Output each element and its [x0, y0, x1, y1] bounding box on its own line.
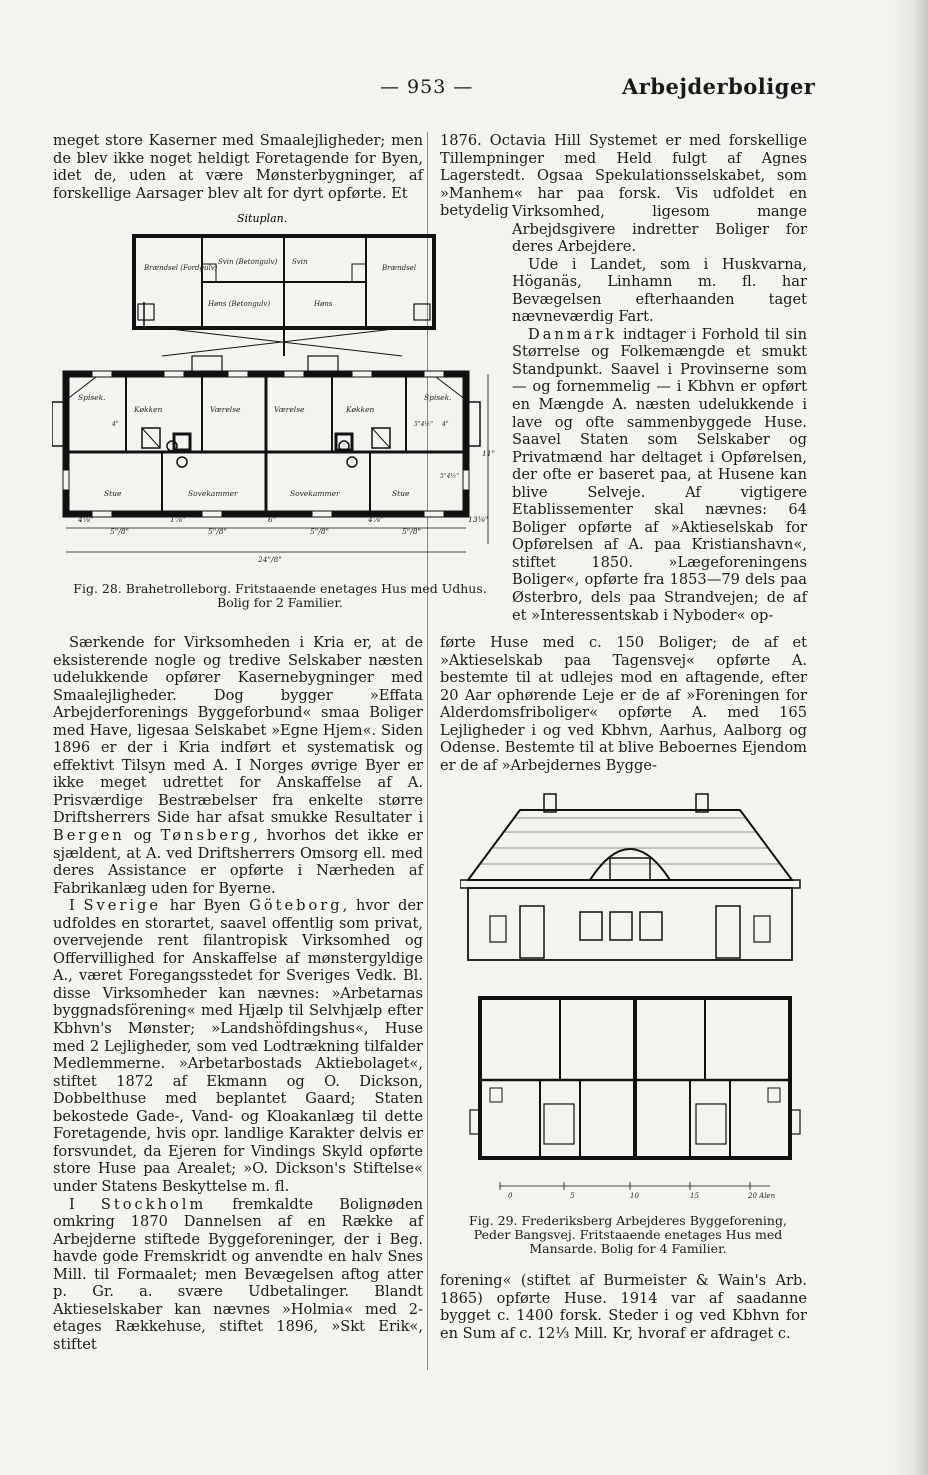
fig28-caption-line2: Bolig for 2 Familier.	[217, 595, 343, 610]
fig28-room-10: Stue	[392, 489, 410, 498]
left-bottom-text	[53, 634, 423, 1353]
fig28-dim-3: 1⅞"	[170, 515, 186, 524]
spaced-goteborg: Göteborg	[249, 897, 343, 915]
fig29-scale-bar	[500, 1182, 770, 1190]
fig29-caption	[452, 1214, 804, 1256]
fig28-room-6: Spisek.	[424, 393, 452, 402]
fig28-room-2: Køkken	[134, 405, 163, 414]
fig28-dim-6: 5"/8"	[310, 527, 329, 536]
fig29-caption-line3: Mansarde. Bolig for 4 Familier.	[529, 1241, 727, 1256]
fig28-dim-12: 5"4½"	[414, 421, 433, 428]
fig28-out-label-2: Svin (Betongulv)	[218, 258, 278, 266]
right-wide-2: førte Huse med c. 150 Boliger; de af et »Aktieselskab paa Tagensvej« opførte A. bestemte til at udlejes mod en aftagende, efter 20 Aar ophørende Leje er de af »Foreningen for Alderdomsfriboliger« opførte A. med 165 Lejligheder i og ved Kbhvn, Aarhus, Aalborg og Odense. Bestemte til at blive Beboernes Ejendom er de af »Arbejdernes Bygge-	[440, 634, 807, 774]
fig28-out-label-6: Høns	[314, 300, 333, 308]
fig28-dim-13: 5"4½"	[440, 473, 459, 480]
fig29-scale-15: 15	[690, 1192, 699, 1200]
left-top-paragraph: meget store Kaserner med Smaalejligheder; men de blev ikke noget heldigt Foretagende for Byen, idet de, uden at være Mønsterbygninger, af forskellige Aarsager blev alt for dyrt opførte. Et	[53, 132, 423, 202]
paragraph-countryside: Ude i Landet, som i Huskvarna, Höganäs, Linhamn m. fl. har Bevægelsen efterhaanden taget nævneværdig Fart.	[512, 255, 807, 326]
fig28-dim-4: 5"/8"	[208, 527, 227, 536]
fig28-dim-11: 11"	[482, 449, 495, 458]
fig29-plan	[470, 998, 800, 1158]
spaced-tonsberg: Tønsberg	[160, 827, 254, 845]
fig28-caption	[60, 582, 500, 610]
figure-28-floor-plan	[52, 206, 502, 576]
page-edge-shadow	[892, 0, 928, 1475]
fig28-dim-10: 24"/8"	[258, 555, 282, 564]
fig28-outbuilding	[134, 236, 434, 356]
fig28-dim-8: 5"/8"	[402, 527, 421, 536]
fig28-dim-9: 13⅜"	[468, 515, 489, 524]
fig29-caption-line1: Fig. 29. Frederiksberg Arbejderes Byggeforening,	[469, 1213, 787, 1228]
fig29-roof-tiles	[480, 818, 780, 864]
fig29-caption-line2: Peder Bangsvej. Fritstaaende enetages Hus med	[473, 1227, 783, 1242]
fig28-out-label-3: Svin	[292, 258, 308, 266]
fig29-elevation	[460, 794, 800, 960]
right-top-wide: 1876. Octavia Hill Systemet er med forskellige Tillempninger med Held fulgt af Agnes Lagerstedt. Ogsaa Spekulationsselskabet, som »Manhem« har paa forsk. Vis udfoldet en betydelig	[440, 132, 807, 220]
figure-28	[52, 206, 502, 580]
fig28-dim-2: 5"/8"	[110, 527, 129, 536]
fig28-room-1: Spisek.	[78, 393, 106, 402]
right-narrow-block	[512, 203, 807, 624]
spaced-danmark: Danmark	[528, 325, 618, 343]
fig28-dim-1: 4⅛"	[78, 515, 94, 524]
paragraph-stockholm: I Stockholm fremkaldte Bolignøden omkring 1870 Dannelsen af en Række af Arbejderne stiftede Byggeforeninger, der i Beg. havde gode Fremskridt og anvendte en halv Snes Mill. til Formaalet; men Bevægelsen aftog atter p. Gr. a. svære Udbetalinger. Blandt Aktieselskaber kan nævnes »Holmia« med 2-etages Rækkehuse, stiftet 1896, »Skt Erik«, stiftet	[53, 1195, 424, 1353]
fig28-dim-15: 4"	[442, 421, 449, 428]
fig28-room-8: Sovekammer	[188, 489, 238, 498]
paragraph-sweden-cont: Virksomhed, ligesom mange Arbejdsgivere indretter Boliger for deres Arbejdere.	[512, 203, 807, 256]
fig28-dim-14: 4"	[112, 421, 119, 428]
fig28-caption-line1: Fig. 28. Brahetrolleborg. Fritstaaende enetages Hus med Udhus.	[73, 581, 487, 596]
paragraph-norway: Særkende for Virksomheden i Kria er, at de eksisterende nogle og tredive Selskaber næsten udelukkende opfører Kasernebygninger med Smaalejligheder. Dog bygger »Effata Arbejderforenings Byggeforbund« smaa Boliger med Have, ligesaa Selskabet »Egne Hjem«. Siden 1896 er der i Kria indført et systematisk og effektivt Tilsyn med A. I Norges øvrige Byer er ikke meget udrettet for Anskaffelse af A. Prisværdige Bestræbelser fra enkelte større Driftsherrers Side har afsat smukke Resultater i Bergen og Tønsberg, hvorhos det ikke er sjældent, at A. ved Driftsherrers Omsorg ell. med deres Assistance er opførte i Nærheden af Fabrikanlæg uden for Byerne.	[53, 634, 424, 897]
fig28-out-label-4: Brændsel	[382, 264, 417, 272]
fig29-scale-20: 20 Alen	[748, 1192, 776, 1200]
fig28-room-7: Stue	[104, 489, 122, 498]
fig28-room-3: Værelse	[210, 405, 241, 414]
fig28-situation-label: Situplan.	[237, 212, 288, 225]
spaced-sverige: Sverige	[83, 897, 161, 915]
fig28-room-5: Køkken	[346, 405, 375, 414]
paragraph-sweden: I Sverige har Byen Göteborg, hvor der udfoldes en storartet, saavel offentlig som privat, overvejende rent filantropisk Virksomhed og Offervillighed for Anskaffelse af mønstergyldige A., været Foregangsstedet for Sveriges Vedk. Bl. disse Virksomheder kan nævnes: »Arbetarnas byggnadsförening« med Hjælp til Selvhjælp efter Kbhvn's Mønster; »Landshöfdingshus«, Huse med 2 Lejligheder, som ved Lodtrækning tilfalder Medlemmerne. »Arbetarbostads Aktiebolaget«, stiftet 1872 af Ekmann og O. Dickson, Dobbelthuse med beplantet Gaard; Staten bekostede Gade-, Vand- og Kloakanlæg til dette Foretagende, hvis opr. landlige Karakter delvis er forsvundet, da Ejeren for Vindings Skyld opførte store Huse paa Arealet; »O. Dickson's Stiftelse« under Statens Beskyttelse m. fl.	[53, 897, 423, 1195]
figure-29-drawing	[460, 788, 805, 1208]
fig28-dim-7: 4⅞"	[368, 515, 384, 524]
fig28-room-9: Sovekammer	[290, 489, 340, 498]
fig28-out-label-1: Brændsel (Fordgulv)	[144, 264, 218, 272]
fig28-out-label-5: Høns (Betongulv)	[208, 300, 271, 308]
fig29-scale-5: 5	[570, 1192, 575, 1200]
fig28-room-4: Værelse	[274, 405, 305, 414]
fig29-scale-0: 0	[508, 1192, 513, 1200]
spaced-bergen: Bergen	[53, 827, 125, 845]
running-title: Arbejderboliger	[622, 74, 816, 99]
spaced-stockholm: Stockholm	[100, 1195, 207, 1213]
fig28-dim-5: 6"	[268, 515, 277, 524]
paragraph-denmark: Danmark indtager i Forhold til sin Størrelse og Folkemængde et smukt Standpunkt. Saavel i Provinserne som — og fornemmelig — i Kbhvn er opført en Mængde A. næsten udelukkende i lave og ofte sammenbyggede Huse. Saavel Staten som Selskaber og Privatmænd har deltaget i Opførelsen, der ofte er baseret paa, at Husene kan blive Selveje. Af vigtigere Etablissementer skal nævnes: 64 Boliger opførte af »Aktieselskab for Opførelsen af A. paa Kristianshavn«, stiftet 1850. »Lægeforeningens Boliger«, opførte fra 1853—79 dels paa Østerbro, dels paa Strandvejen; de af et »Interessentskab i Nyboder« op-	[512, 325, 807, 624]
fig29-scale-10: 10	[630, 1192, 639, 1200]
right-bottom-paragraph: forening« (stiftet af Burmeister & Wain's Arb. 1865) opførte Huse. 1914 var af saadanne bygget c. 1400 forsk. Steder i og ved Kbhvn for en Sum af c. 12⅓ Mill. Kr, hvoraf er afdraget c.	[440, 1272, 807, 1342]
page-number: — 953 —	[380, 76, 474, 98]
figure-29	[460, 788, 805, 1212]
